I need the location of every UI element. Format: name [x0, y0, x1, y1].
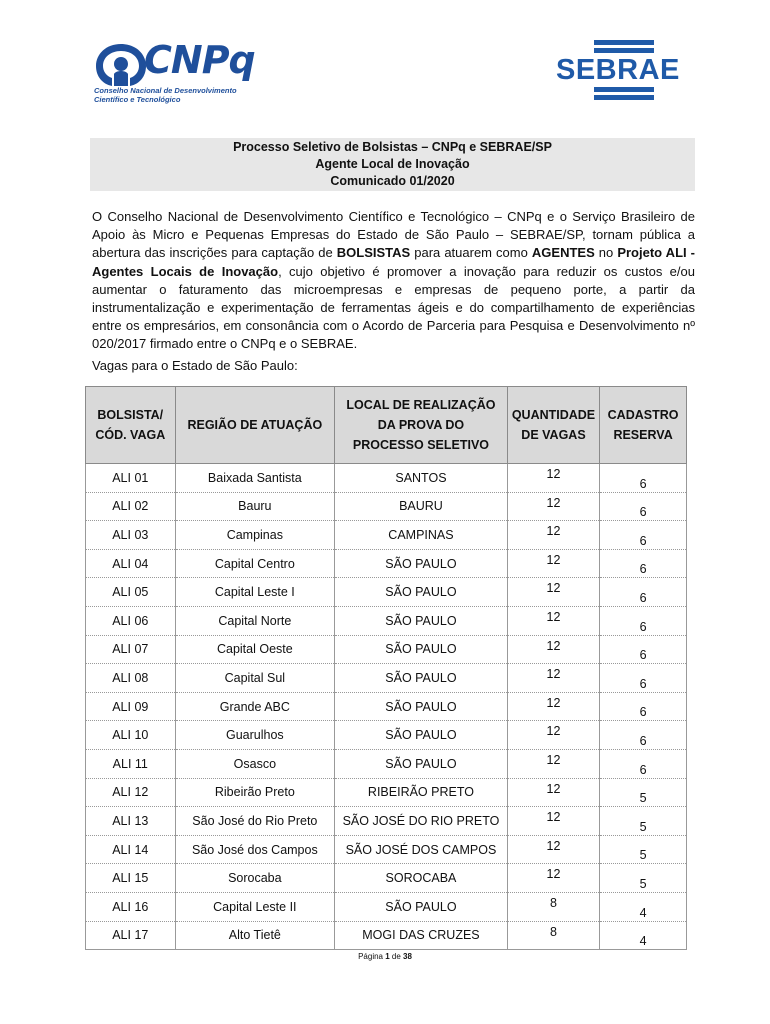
cell-quantity: 12 — [507, 521, 599, 550]
table-row — [86, 664, 687, 693]
cell-quantity: 12 — [507, 692, 599, 721]
cell-quantity: 12 — [507, 864, 599, 893]
cell-region: São José do Rio Preto — [175, 807, 335, 836]
cell-quantity: 8 — [507, 921, 599, 950]
cell-region: Capital Oeste — [175, 635, 335, 664]
intro-paragraph: O Conselho Nacional de Desenvolvimento Científico e Tecnológico – CNPq e o Serviço Brasileiro de Apoio às Micro e Pequenas Empresas do Estado de São Paulo – SEBRAE/SP, tornam pública a abertura das inscrições para captação de BOLSISTAS para atuarem como AGENTES no Projeto ALI - Agentes Locais de Inovação, cujo objetivo é promover a inovação para reduzir os custos e/ou aumentar o faturamento das microempresas e empresas de pequeno porte, a partir da instrumentalização e experimentação de ferramentas ágeis e do compartilhamento de experiências entre os empresários, em consonância com o Acordo de Parceria para Pesquisa e Desenvolvimento nº 020/2017 firmado entre o CNPq e o SEBRAE. — [92, 209, 696, 352]
cell-quantity: 8 — [507, 892, 599, 921]
cell-code: ALI 05 — [86, 578, 176, 607]
cell-code: ALI 16 — [86, 892, 176, 921]
cell-location: SOROCABA — [335, 864, 508, 893]
cell-location: SÃO PAULO — [335, 549, 508, 578]
table-row — [86, 892, 687, 921]
header-line-1: Processo Seletivo de Bolsistas – CNPq e SEBRAE/SP — [233, 140, 552, 154]
cell-reserve: 5 — [600, 807, 687, 836]
cell-quantity: 12 — [507, 492, 599, 521]
cell-reserve: 6 — [600, 635, 687, 664]
cell-location: SÃO PAULO — [335, 721, 508, 750]
cnpq-logo — [94, 38, 264, 118]
cell-location: SÃO PAULO — [335, 606, 508, 635]
cell-region: Ribeirão Preto — [175, 778, 335, 807]
table-row — [86, 721, 687, 750]
cell-location: RIBEIRÃO PRETO — [335, 778, 508, 807]
cell-reserve: 4 — [600, 921, 687, 950]
cell-reserve: 5 — [600, 835, 687, 864]
sebrae-logo — [554, 40, 694, 110]
cell-code: ALI 03 — [86, 521, 176, 550]
cell-code: ALI 15 — [86, 864, 176, 893]
cell-code: ALI 01 — [86, 464, 176, 493]
cell-location: SANTOS — [335, 464, 508, 493]
table-row — [86, 692, 687, 721]
cell-reserve: 5 — [600, 864, 687, 893]
page-footer: Página 1 de 38 — [358, 952, 412, 961]
sebrae-wordmark: SEBRAE — [556, 54, 680, 86]
table-row — [86, 778, 687, 807]
table-row — [86, 578, 687, 607]
cell-location: CAMPINAS — [335, 521, 508, 550]
cell-location: MOGI DAS CRUZES — [335, 921, 508, 950]
cell-region: Capital Leste II — [175, 892, 335, 921]
cell-location: SÃO JOSÉ DOS CAMPOS — [335, 835, 508, 864]
cell-quantity: 12 — [507, 835, 599, 864]
cell-region: Capital Leste I — [175, 578, 335, 607]
cnpq-wordmark: CNPq — [144, 38, 255, 82]
cell-quantity: 12 — [507, 721, 599, 750]
cell-code: ALI 09 — [86, 692, 176, 721]
cell-quantity: 12 — [507, 635, 599, 664]
cell-region: Guarulhos — [175, 721, 335, 750]
header-bolsista: BOLSISTA/ CÓD. VAGA — [86, 387, 176, 464]
cell-code: ALI 12 — [86, 778, 176, 807]
cell-region: Capital Sul — [175, 664, 335, 693]
cell-code: ALI 14 — [86, 835, 176, 864]
table-row — [86, 492, 687, 521]
cell-region: Sorocaba — [175, 864, 335, 893]
cell-reserve: 6 — [600, 606, 687, 635]
table-row — [86, 635, 687, 664]
cell-region: Capital Centro — [175, 549, 335, 578]
header-line-2: Agente Local de Inovação — [315, 157, 470, 171]
table-row — [86, 521, 687, 550]
cell-location: SÃO JOSÉ DO RIO PRETO — [335, 807, 508, 836]
table-body — [86, 464, 687, 950]
cell-region: Baixada Santista — [175, 464, 335, 493]
table-row — [86, 606, 687, 635]
cell-quantity: 12 — [507, 664, 599, 693]
cell-reserve: 6 — [600, 521, 687, 550]
cell-reserve: 5 — [600, 778, 687, 807]
cell-reserve: 6 — [600, 692, 687, 721]
cell-quantity: 12 — [507, 578, 599, 607]
table-row — [86, 749, 687, 778]
cell-quantity: 12 — [507, 464, 599, 493]
cell-reserve: 6 — [600, 749, 687, 778]
cell-location: BAURU — [335, 492, 508, 521]
cell-reserve: 6 — [600, 664, 687, 693]
cell-quantity: 12 — [507, 778, 599, 807]
cell-region: São José dos Campos — [175, 835, 335, 864]
cell-region: Campinas — [175, 521, 335, 550]
cell-code: ALI 04 — [86, 549, 176, 578]
cell-location: SÃO PAULO — [335, 892, 508, 921]
cell-code: ALI 10 — [86, 721, 176, 750]
table-row — [86, 921, 687, 950]
cell-reserve: 6 — [600, 578, 687, 607]
announcement-header — [90, 138, 695, 191]
cell-region: Osasco — [175, 749, 335, 778]
cell-quantity: 12 — [507, 606, 599, 635]
cell-location: SÃO PAULO — [335, 692, 508, 721]
cell-code: ALI 13 — [86, 807, 176, 836]
cell-code: ALI 11 — [86, 749, 176, 778]
vagas-label: Vagas para o Estado de São Paulo: — [92, 358, 298, 373]
cell-reserve: 4 — [600, 892, 687, 921]
cell-reserve: 6 — [600, 492, 687, 521]
cell-reserve: 6 — [600, 464, 687, 493]
cell-code: ALI 06 — [86, 606, 176, 635]
cell-code: ALI 07 — [86, 635, 176, 664]
cell-location: SÃO PAULO — [335, 578, 508, 607]
header-local: LOCAL DE REALIZAÇÃO DA PROVA DO PROCESSO SELETIVO — [335, 387, 508, 464]
table-row — [86, 835, 687, 864]
table-header-row — [86, 387, 687, 464]
header-cadastro: CADASTRO RESERVA — [600, 387, 687, 464]
cell-location: SÃO PAULO — [335, 749, 508, 778]
cell-reserve: 6 — [600, 549, 687, 578]
cell-reserve: 6 — [600, 721, 687, 750]
header-regiao: REGIÃO DE ATUAÇÃO — [175, 387, 335, 464]
table-row — [86, 464, 687, 493]
cell-location: SÃO PAULO — [335, 635, 508, 664]
cell-quantity: 12 — [507, 807, 599, 836]
cell-code: ALI 08 — [86, 664, 176, 693]
cell-region: Capital Norte — [175, 606, 335, 635]
cell-quantity: 12 — [507, 749, 599, 778]
header-quantidade: QUANTIDADE DE VAGAS — [507, 387, 599, 464]
cell-location: SÃO PAULO — [335, 664, 508, 693]
cell-region: Grande ABC — [175, 692, 335, 721]
table-row — [86, 549, 687, 578]
cell-region: Bauru — [175, 492, 335, 521]
sebrae-stripes-bottom — [594, 87, 654, 103]
table-row — [86, 864, 687, 893]
table-row — [86, 807, 687, 836]
cell-quantity: 12 — [507, 549, 599, 578]
header-line-3: Comunicado 01/2020 — [330, 174, 455, 188]
vacancies-table — [85, 386, 687, 950]
cell-code: ALI 02 — [86, 492, 176, 521]
cell-region: Alto Tietê — [175, 921, 335, 950]
cnpq-emblem-icon — [94, 42, 148, 88]
cnpq-subtitle: Conselho Nacional de Desenvolvimento Científico e Tecnológico — [94, 86, 237, 104]
cell-code: ALI 17 — [86, 921, 176, 950]
